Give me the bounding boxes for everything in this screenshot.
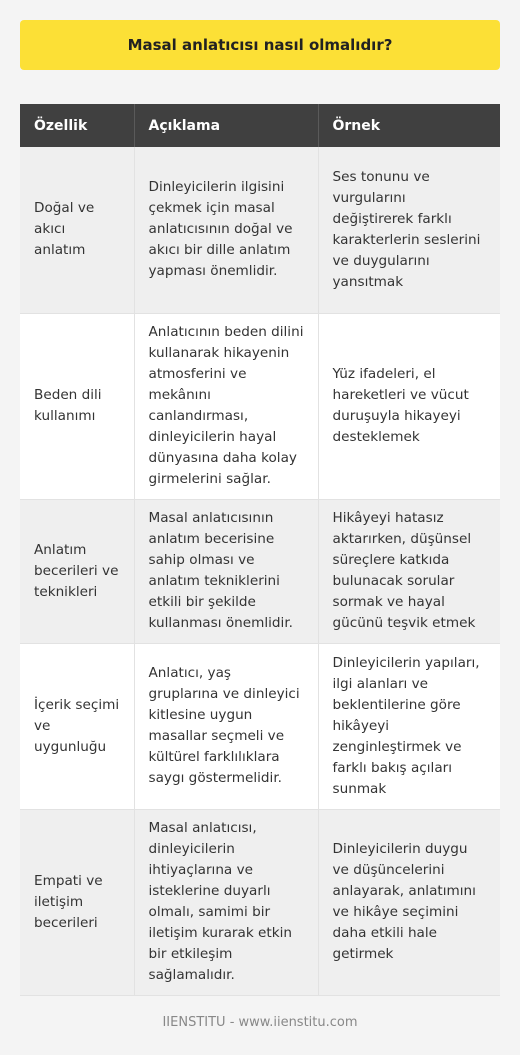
cell-ozellik: Empati ve iletişim becerileri <box>20 809 134 995</box>
cell-aciklama: Anlatıcının beden dilini kullanarak hikayenin atmosferini ve mekânını canlandırması, dinleyicilerin hayal dünyasına daha kolay girmelerini sağlar. <box>134 313 318 499</box>
cell-ornek: Yüz ifadeleri, el hareketleri ve vücut duruşuyla hikayeyi desteklemek <box>318 313 500 499</box>
cell-ornek: Dinleyicilerin duygu ve düşüncelerini anlayarak, anlatımını ve hikâye seçimini daha etkili hale getirmek <box>318 809 500 995</box>
cell-ornek: Ses tonunu ve vurgularını değiştirerek farklı karakterlerin seslerini ve duygularını yansıtmak <box>318 147 500 313</box>
table-header-row <box>20 104 500 147</box>
table-row <box>20 499 500 643</box>
column-header-aciklama: Açıklama <box>134 104 318 147</box>
cell-ornek: Hikâyeyi hatasız aktarırken, düşünsel süreçlere katkıda bulunacak sorular sormak ve hayal gücünü teşvik etmek <box>318 499 500 643</box>
cell-ozellik: Beden dili kullanımı <box>20 313 134 499</box>
column-header-ornek: Örnek <box>318 104 500 147</box>
cell-ornek: Dinleyicilerin yapıları, ilgi alanları ve beklentilerine göre hikâyeyi zenginleştirmek ve farklı bakış açıları sunmak <box>318 643 500 809</box>
title-banner <box>20 20 500 70</box>
table-row <box>20 313 500 499</box>
cell-ozellik: İçerik seçimi ve uygunluğu <box>20 643 134 809</box>
column-header-ozellik: Özellik <box>20 104 134 147</box>
cell-aciklama: Masal anlatıcısının anlatım becerisine sahip olması ve anlatım tekniklerini etkili bir şekilde kullanması önemlidir. <box>134 499 318 643</box>
page-title: Masal anlatıcısı nasıl olmalıdır? <box>127 36 393 54</box>
features-table <box>20 104 500 996</box>
cell-aciklama: Dinleyicilerin ilgisini çekmek için masal anlatıcısının doğal ve akıcı bir dille anlatım yapması önemlidir. <box>134 147 318 313</box>
table-row <box>20 643 500 809</box>
cell-ozellik: Doğal ve akıcı anlatım <box>20 147 134 313</box>
cell-ozellik: Anlatım becerileri ve teknikleri <box>20 499 134 643</box>
footer-credit: IIENSTITU - www.iienstitu.com <box>162 1015 358 1030</box>
table-row <box>20 147 500 313</box>
cell-aciklama: Masal anlatıcısı, dinleyicilerin ihtiyaçlarına ve isteklerine duyarlı olmalı, samimi bir iletişim kurarak etkin bir etkileşim sağlamalıdır. <box>134 809 318 995</box>
cell-aciklama: Anlatıcı, yaş gruplarına ve dinleyici kitlesine uygun masallar seçmeli ve kültürel farklılıklara saygı göstermelidir. <box>134 643 318 809</box>
table-row <box>20 809 500 995</box>
